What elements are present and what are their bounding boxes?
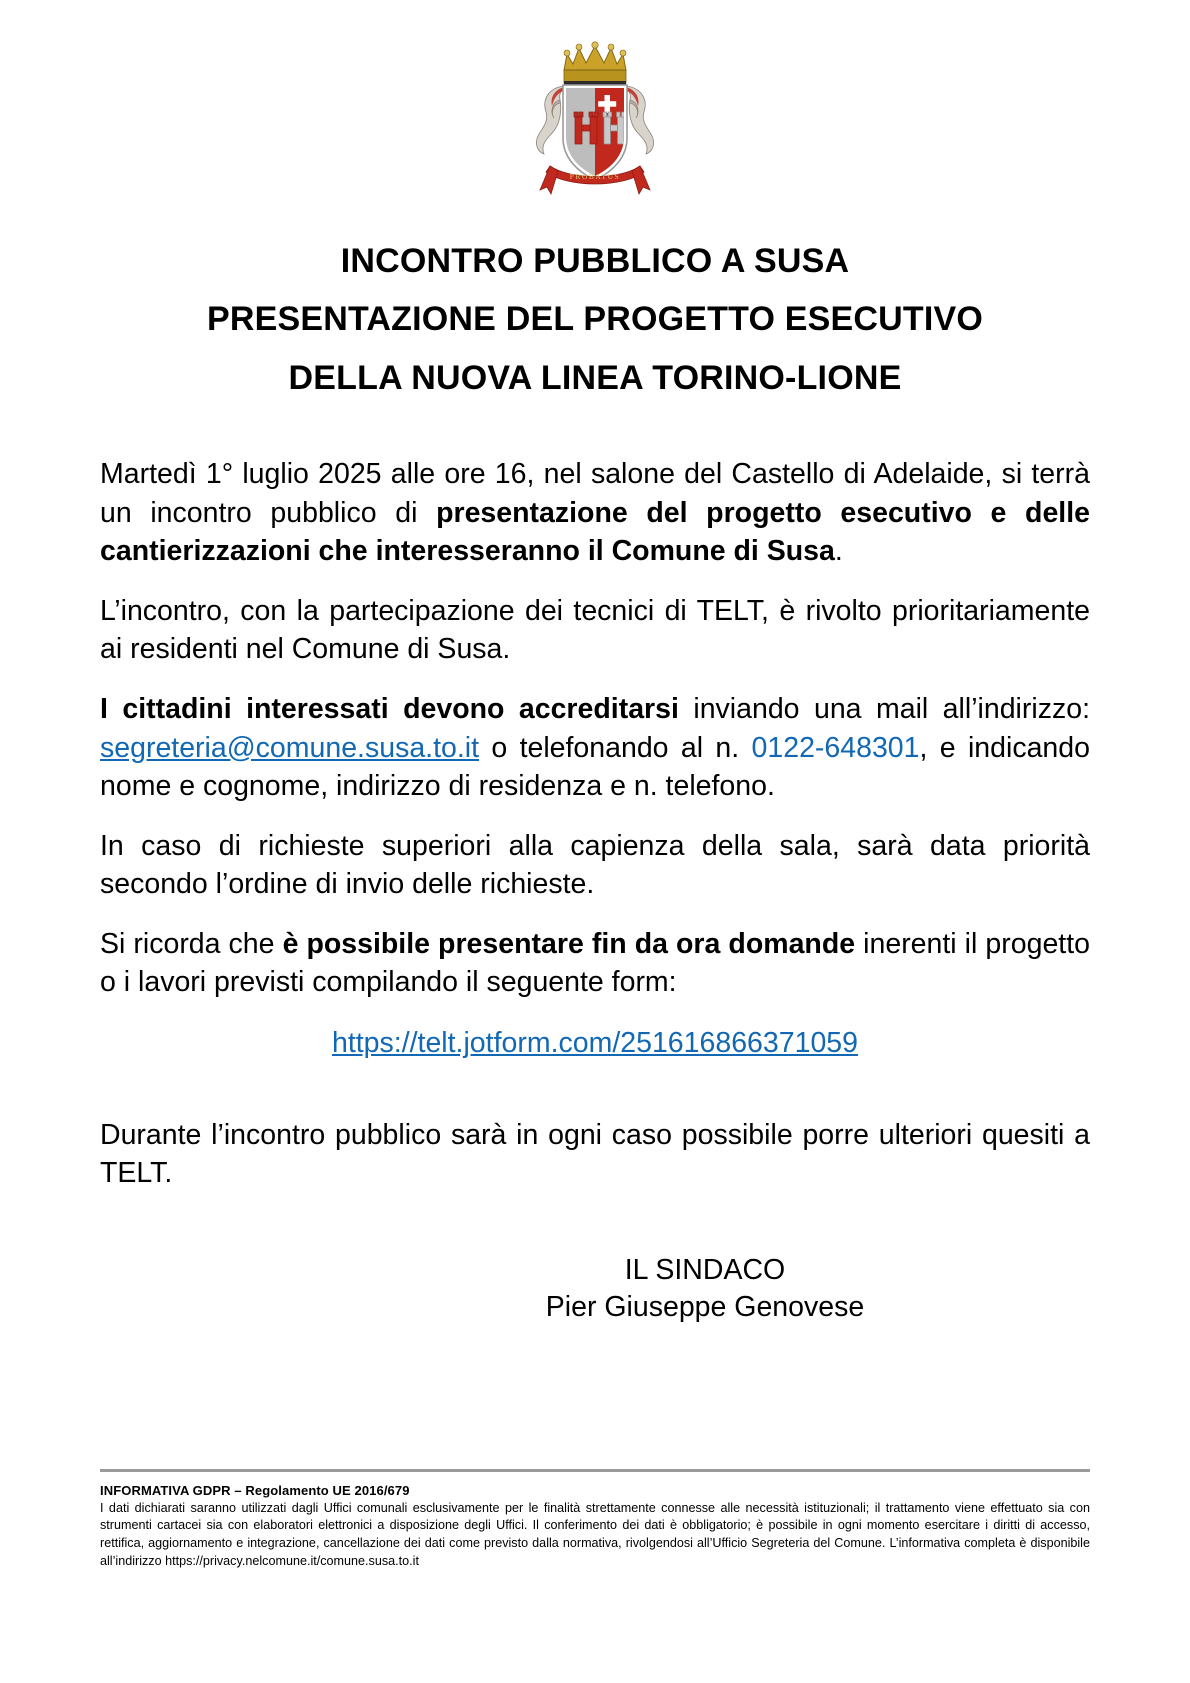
title-line-2: PRESENTAZIONE DEL PROGETTO ESECUTIVO bbox=[206, 300, 984, 339]
email-link[interactable]: segreteria@comune.susa.to.it bbox=[100, 731, 480, 764]
spacer bbox=[100, 1062, 1090, 1116]
p5-text-2: inerenti il progetto o i lavori previsti compilando il seguente form: bbox=[100, 928, 1090, 999]
p3-text-1: inviando una mail all’indirizzo: bbox=[678, 693, 1090, 726]
signature-name: Pier Giuseppe Genovese bbox=[545, 1291, 865, 1324]
crest-container bbox=[100, 0, 1090, 210]
p3-text-3: , e indicando nome e cognome, indirizzo di residenza e n. telefono. bbox=[100, 731, 1090, 802]
title-line-1: INCONTRO PUBBLICO A SUSA bbox=[340, 242, 850, 280]
paragraph-capacity-priority: In caso di richieste superiori alla capienza della sala, sarà data priorità secondo l’ordine di invio delle richieste. bbox=[100, 829, 1090, 901]
footer-divider bbox=[100, 1469, 1090, 1472]
signature-role: IL SINDACO bbox=[624, 1254, 786, 1287]
gdpr-title: INFORMATIVA GDPR – Regolamento UE 2016/679 bbox=[100, 1482, 410, 1498]
paragraph-additional-questions: Durante l’incontro pubblico sarà in ogni caso possibile porre ulteriori quesiti a TELT. bbox=[100, 1118, 1090, 1190]
p1-bold: presentazione del progetto esecutivo e delle cantierizzazioni che interesseranno il Comune di Susa bbox=[100, 496, 1090, 567]
p1-text-before: Martedì 1° luglio 2025 alle ore 16, nel salone del Castello di Adelaide, si terrà un incontro pubblico di bbox=[100, 458, 1090, 529]
p1-text-after: . bbox=[834, 534, 843, 567]
title-line-3: DELLA NUOVA LINEA TORINO-LIONE bbox=[288, 358, 902, 397]
paragraph-questions-form bbox=[100, 925, 1090, 1001]
phone-number[interactable]: 0122-648301 bbox=[751, 731, 920, 764]
p3-text-2: o telefonando al n. bbox=[479, 731, 752, 764]
coat-of-arms-icon bbox=[520, 40, 670, 210]
paragraph-meeting-details bbox=[100, 455, 1090, 570]
p3-bold-lead: I cittadini interessati devono accreditarsi bbox=[100, 693, 679, 726]
crest-motto-text: PROBATUS bbox=[569, 172, 621, 181]
gdpr-text: I dati dichiarati saranno utilizzati dagli Uffici comunali esclusivamente per le finalità strettamente connesse alle necessità istituzionali; il trattamento viene effettuato sia con strumenti cartacei sia con elaboratori elettronici a disposizione degli Uffici. Il conferimento dei dati è obbligatorio; è possibile in ogni momento esercitare i diritti di accesso, rettifica, aggiornamento e integrazione, cancellazione dei dati come previsto dalla normativa, rivolgendosi all’Ufficio Segreteria del Comune. L’informativa completa è disponibile all’indirizzo https://privacy.nelcomune.it/comune.susa.to.it bbox=[100, 1500, 1090, 1569]
p5-text-1: Si ricorda che bbox=[100, 928, 283, 961]
gdpr-footer bbox=[100, 1469, 1090, 1572]
p5-bold: è possibile presentare fin da ora domande bbox=[282, 928, 856, 961]
signature-block bbox=[100, 1252, 1090, 1326]
paragraph-telt-participation: L’incontro, con la partecipazione dei tecnici di TELT, è rivolto prioritariamente ai residenti nel Comune di Susa. bbox=[100, 594, 1090, 666]
paragraph-accreditation bbox=[100, 690, 1090, 805]
form-url-container bbox=[100, 1024, 1090, 1062]
form-url-link[interactable]: https://telt.jotform.com/251616866371059 bbox=[331, 1026, 858, 1059]
page-title bbox=[100, 232, 1090, 407]
document-body bbox=[100, 455, 1090, 1192]
